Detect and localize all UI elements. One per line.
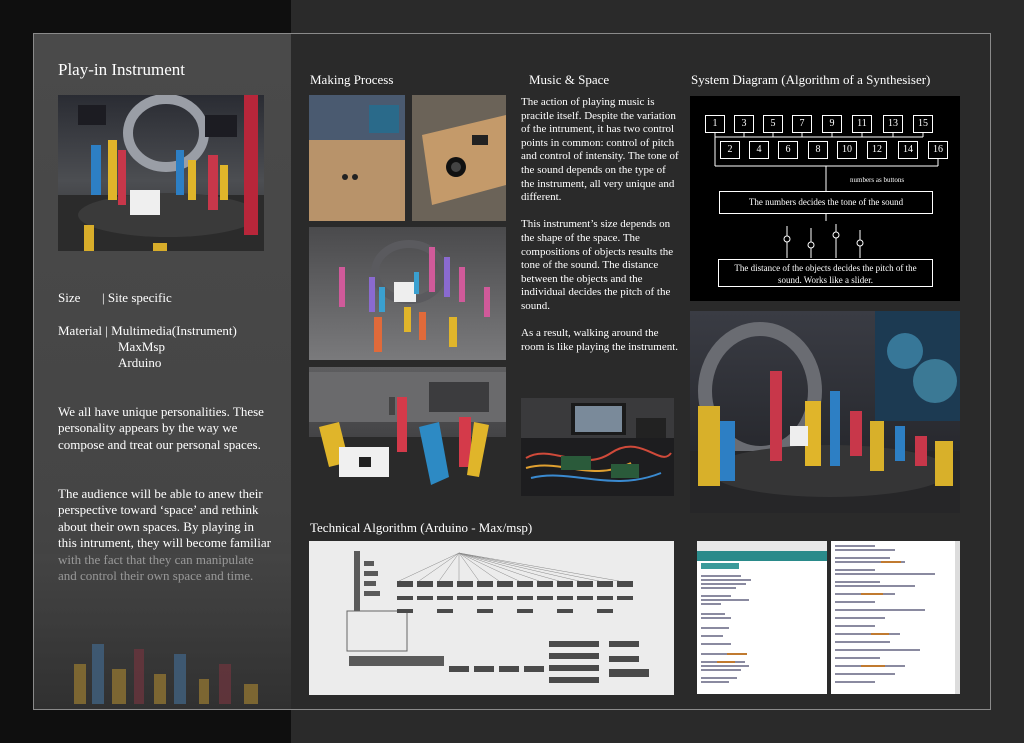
pitch-description-box: The distance of the objects decides the pitch of the sound. Works like a slider. <box>718 259 933 287</box>
button-number-16: 16 <box>928 141 948 159</box>
button-number-14: 14 <box>898 141 918 159</box>
model-render-photo <box>309 227 506 360</box>
button-number-12: 12 <box>867 141 887 159</box>
making-photo-speaker <box>412 95 506 221</box>
button-number-10: 10 <box>837 141 857 159</box>
technical-algorithm-heading: Technical Algorithm (Arduino - Max/msp) <box>310 520 533 535</box>
buttons-label: numbers as buttons <box>850 176 905 184</box>
system-diagram <box>690 96 960 301</box>
material-label: Material <box>58 323 103 338</box>
hero-photo <box>58 95 264 251</box>
button-number-9: 9 <box>822 115 842 133</box>
button-number-13: 13 <box>883 115 903 133</box>
size-value: | Site specific <box>102 290 172 305</box>
faded-installation-photo <box>34 554 291 709</box>
button-number-11: 11 <box>852 115 872 133</box>
arduino-code-screenshot <box>697 541 827 694</box>
arduino-code-screenshot-2 <box>831 541 960 694</box>
button-number-6: 6 <box>778 141 798 159</box>
max-msp-patch-screenshot <box>309 541 674 695</box>
music-space-heading: Music & Space <box>529 72 610 87</box>
button-number-15: 15 <box>913 115 933 133</box>
button-number-3: 3 <box>734 115 754 133</box>
button-number-2: 2 <box>720 141 740 159</box>
button-number-1: 1 <box>705 115 725 133</box>
material-row <box>58 323 237 371</box>
exhibition-photo <box>690 311 960 513</box>
tone-description-box: The numbers decides the tone of the sound <box>719 191 933 214</box>
material-line-2: MaxMsp <box>118 339 165 354</box>
button-number-7: 7 <box>792 115 812 133</box>
making-process-heading: Making Process <box>310 72 394 87</box>
project-title: Play-in Instrument <box>58 60 186 79</box>
audience-paragraph: The audience will be able to anew their perspective toward ‘space’ and rethink about their own spaces. By playing in this intrument, they will become familiar <box>58 486 272 551</box>
size-row <box>58 290 172 306</box>
system-diagram-heading: System Diagram (Algorithm of a Synthesiser) <box>691 72 931 87</box>
size-label: Size <box>58 290 81 305</box>
button-number-4: 4 <box>749 141 769 159</box>
personality-paragraph: We all have unique personalities. These personality appears by the way we compose and treat our personal spaces. <box>58 404 264 452</box>
left-panel <box>34 34 291 709</box>
material-line-3: Arduino <box>118 355 162 370</box>
button-number-8: 8 <box>808 141 828 159</box>
making-photo-board <box>309 95 405 221</box>
music-space-text: The action of playing music is pracitle itself. Despite the variation of the intrument, it has two control points in common: control of pitch and control of intensity. The tone of the sound depends on the type of the instrument, all very unique and different. This instrument’s size depends on the shape of the space. The compositions of objects results the tone of the sound. The distance between the objects and the individual decides the pitch of the sound. As a result, walking around the room is like playing the instrument. <box>521 96 679 353</box>
button-number-5: 5 <box>763 115 783 133</box>
material-line-1: | Multimedia(Instrument) <box>105 323 237 338</box>
electronics-photo <box>521 398 674 496</box>
installation-construction-photo <box>309 367 506 496</box>
hero-photo-illustration <box>58 95 264 251</box>
